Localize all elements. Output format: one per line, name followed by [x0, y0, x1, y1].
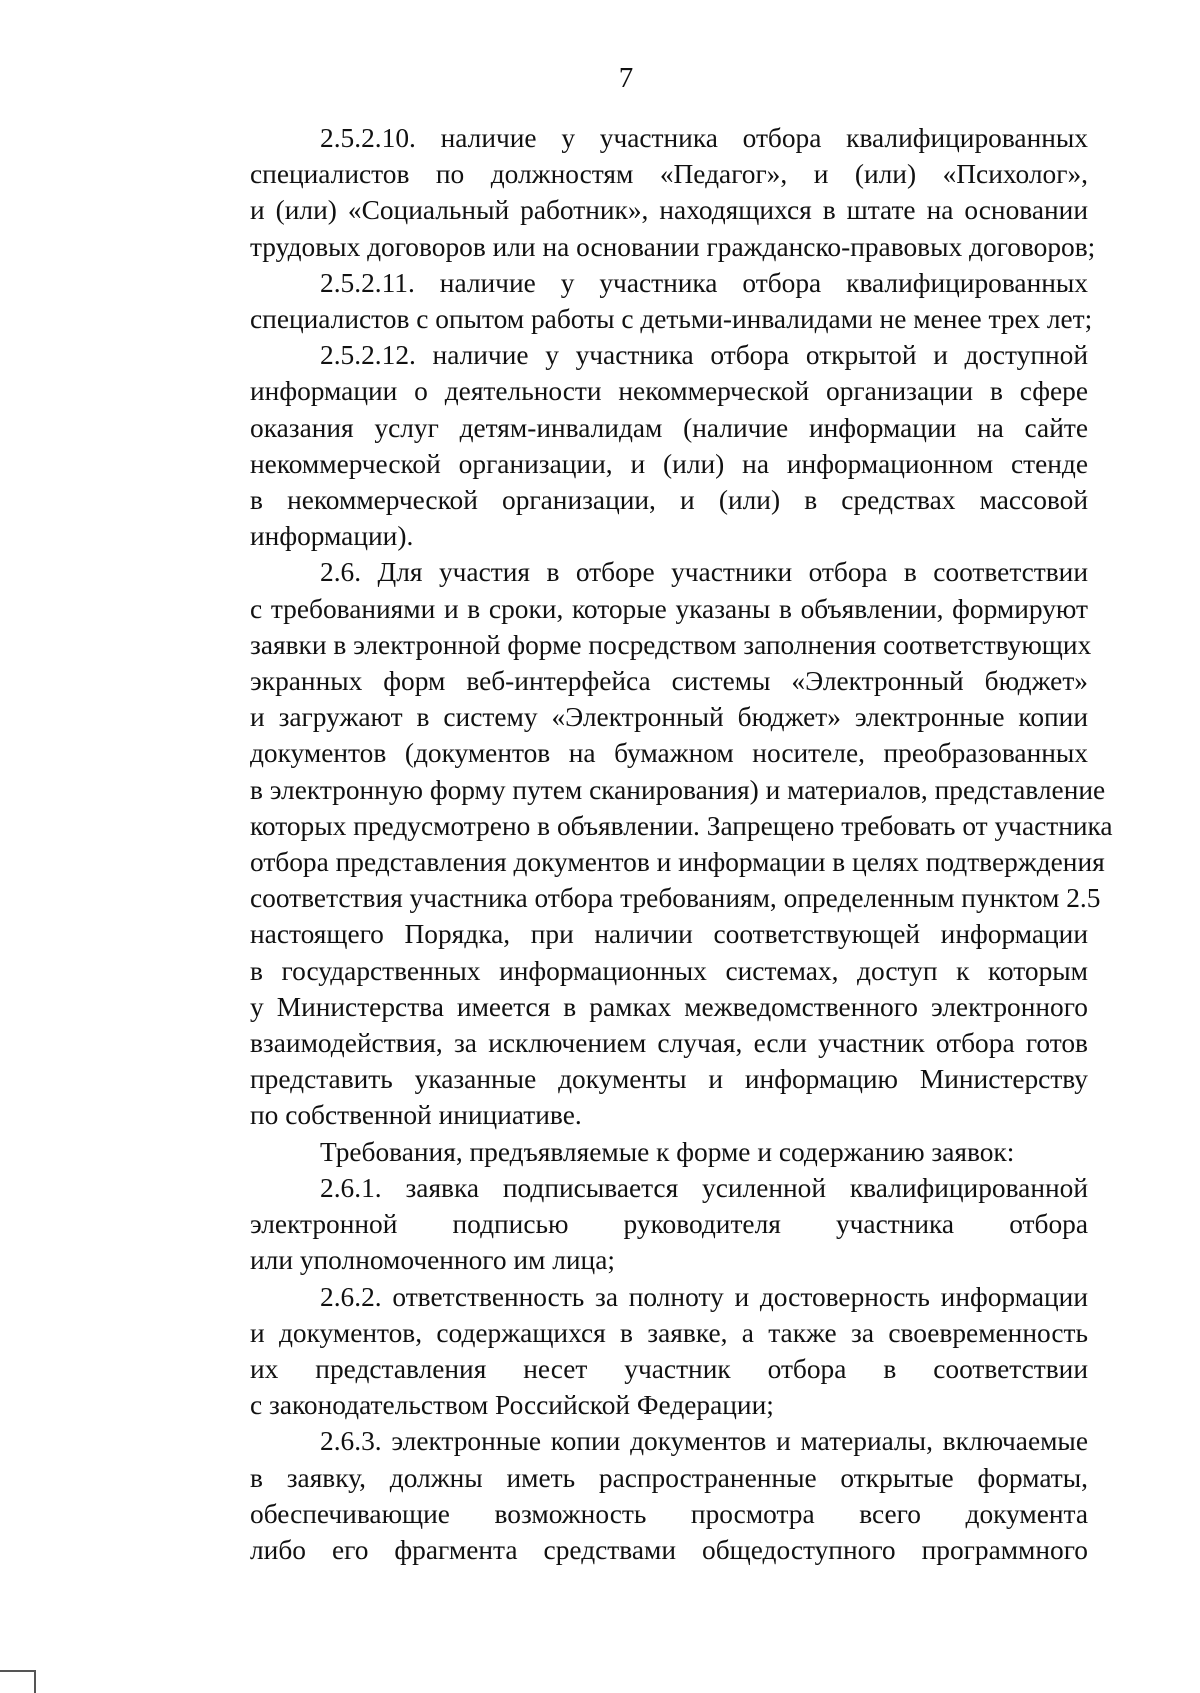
- paragraph-2-6-2: [180, 1279, 1088, 1424]
- text-line: 2.6.2. ответственность за полноту и достоверность информации: [320, 1281, 1088, 1312]
- text-line: с требованиями и в сроки, которые указаны в объявлении, формируют: [250, 593, 1088, 624]
- text-line: некоммерческой организации, и (или) на информационном стенде: [250, 448, 1088, 479]
- text-line: 2.6.3. электронные копии документов и материалы, включаемые: [320, 1426, 1088, 1457]
- text-line: соответствия участника отбора требованиям, определенным пунктом 2.5: [250, 883, 1101, 914]
- text-line: специалистов по должностям «Педагог», и (или) «Психолог»,: [250, 159, 1088, 190]
- paragraph-2-5-2-12: [180, 337, 1088, 554]
- paragraph-requirements-intro: [180, 1134, 1088, 1170]
- text-line: и загружают в систему «Электронный бюджет» электронные копии: [250, 702, 1088, 733]
- text-line: в государственных информационных системах, доступ к которым: [250, 955, 1088, 986]
- paragraph-2-6: [180, 554, 1113, 1133]
- text-line: представить указанные документы и информацию Министерству: [250, 1064, 1088, 1095]
- text-line: по собственной инициативе.: [250, 1100, 582, 1131]
- text-line: 2.5.2.10. наличие у участника отбора квалифицированных: [320, 123, 1088, 153]
- text-line: 2.6.1. заявка подписывается усиленной квалифицированной: [320, 1172, 1088, 1203]
- text-line: либо его фрагмента средствами общедоступного программного: [250, 1534, 1088, 1565]
- text-line: 2.5.2.12. наличие у участника отбора открытой и доступной: [320, 340, 1088, 371]
- text-line: в заявку, должны иметь распространенные открытые форматы,: [250, 1462, 1088, 1493]
- text-line: с законодательством Российской Федерации;: [250, 1390, 774, 1421]
- text-line: в некоммерческой организации, и (или) в средствах массовой: [250, 485, 1088, 516]
- text-line: в электронную форму путем сканирования) и материалов, представление: [250, 774, 1106, 805]
- text-line: их представления несет участник отбора в соответствии: [250, 1353, 1088, 1384]
- paragraph-2-5-2-10: [180, 120, 1096, 265]
- text-line: Требования, предъявляемые к форме и содержанию заявок:: [320, 1136, 1015, 1167]
- text-line: и (или) «Социальный работник», находящихся в штате на основании: [250, 195, 1088, 226]
- page-number: 7: [618, 62, 634, 94]
- document-body: [180, 120, 1113, 1568]
- text-line: и документов, содержащихся в заявке, а также за своевременность: [250, 1317, 1088, 1348]
- text-line: 2.6. Для участия в отборе участники отбора в соответствии: [320, 557, 1088, 588]
- text-line: отбора представления документов и информации в целях подтверждения: [250, 847, 1105, 878]
- text-line: заявки в электронной форме посредством заполнения соответствующих: [250, 629, 1092, 660]
- paragraph-2-6-3: [180, 1423, 1088, 1568]
- text-line: электронной подписью руководителя участника отбора: [250, 1209, 1088, 1240]
- paragraph-2-6-1: [180, 1170, 1088, 1279]
- paragraph-2-5-2-11: [180, 265, 1093, 337]
- text-line: информации о деятельности некоммерческой организации в сфере: [250, 376, 1088, 407]
- text-line: специалистов с опытом работы с детьми-инвалидами не менее трех лет;: [250, 304, 1093, 335]
- text-line: у Министерства имеется в рамках межведомственного электронного: [250, 991, 1088, 1022]
- text-line: или уполномоченного им лица;: [250, 1245, 615, 1276]
- text-line: информации).: [250, 521, 414, 552]
- text-line: 2.5.2.11. наличие у участника отбора квалифицированных: [320, 267, 1088, 298]
- scan-edge-mark: [0, 1670, 36, 1693]
- text-line: настоящего Порядка, при наличии соответствующей информации: [250, 919, 1088, 950]
- text-line: трудовых договоров или на основании гражданско-правовых договоров;: [250, 231, 1096, 262]
- text-line: которых предусмотрено в объявлении. Запрещено требовать от участника: [250, 810, 1113, 841]
- text-line: обеспечивающие возможность просмотра всего документа: [250, 1498, 1088, 1529]
- text-line: оказания услуг детям-инвалидам (наличие информации на сайте: [250, 412, 1088, 443]
- text-line: взаимодействия, за исключением случая, если участник отбора готов: [250, 1028, 1088, 1059]
- text-line: документов (документов на бумажном носителе, преобразованных: [250, 738, 1088, 769]
- text-line: экранных форм веб-интерфейса системы «Электронный бюджет»: [250, 666, 1088, 697]
